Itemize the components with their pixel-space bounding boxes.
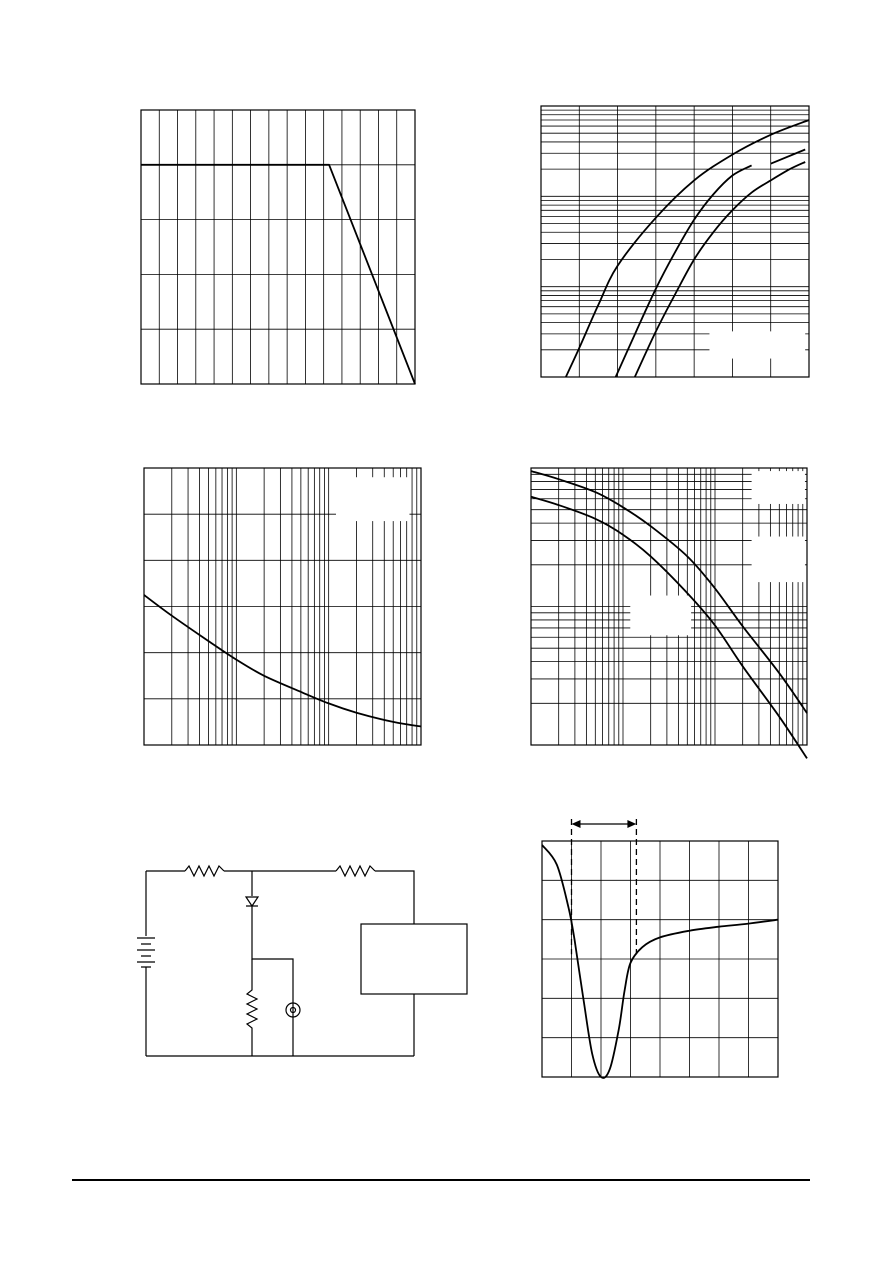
impedance-chart-svg: [542, 841, 778, 1077]
resistor-load: [247, 959, 257, 1056]
test-circuit-svg: [120, 840, 480, 1065]
relative-output-label-box: [752, 537, 805, 583]
forward-characteristics-label-box: [709, 331, 805, 358]
test-circuit-diagram: [120, 840, 480, 1065]
impedance-range-arrowhead-right: [627, 820, 636, 828]
top-wire-right: [375, 871, 414, 924]
diode-branch-wire: [252, 871, 293, 1056]
derating-grid: [141, 110, 415, 384]
diode-symbol: [246, 897, 258, 906]
relative-output-chart: [531, 468, 807, 745]
capacitance-chart: [144, 468, 421, 745]
capacitance-series-line-1: [144, 595, 421, 727]
relative-output-label-box: [752, 471, 805, 504]
forward-characteristics-chart-svg: [541, 106, 809, 377]
instrument-box: [361, 924, 467, 994]
derating-frame: [141, 110, 415, 384]
battery-symbol: [137, 938, 155, 967]
impedance-range-arrowhead-left: [572, 820, 581, 828]
capacitance-label-box: [336, 477, 409, 521]
resistor-r1: [185, 866, 224, 876]
relative-output-chart-svg: [531, 468, 807, 745]
capacitance-chart-svg: [144, 468, 421, 745]
forward-characteristics-series-line-3: [771, 150, 806, 164]
forward-characteristics-chart: [541, 106, 809, 377]
impedance-chart: [542, 841, 778, 1077]
derating-chart: [141, 110, 415, 384]
resistor-r2: [336, 866, 375, 876]
footer-rule: [72, 1179, 810, 1181]
relative-output-label-box: [630, 596, 691, 636]
relative-output-series-line-1: [531, 471, 807, 713]
derating-chart-svg: [141, 110, 415, 384]
